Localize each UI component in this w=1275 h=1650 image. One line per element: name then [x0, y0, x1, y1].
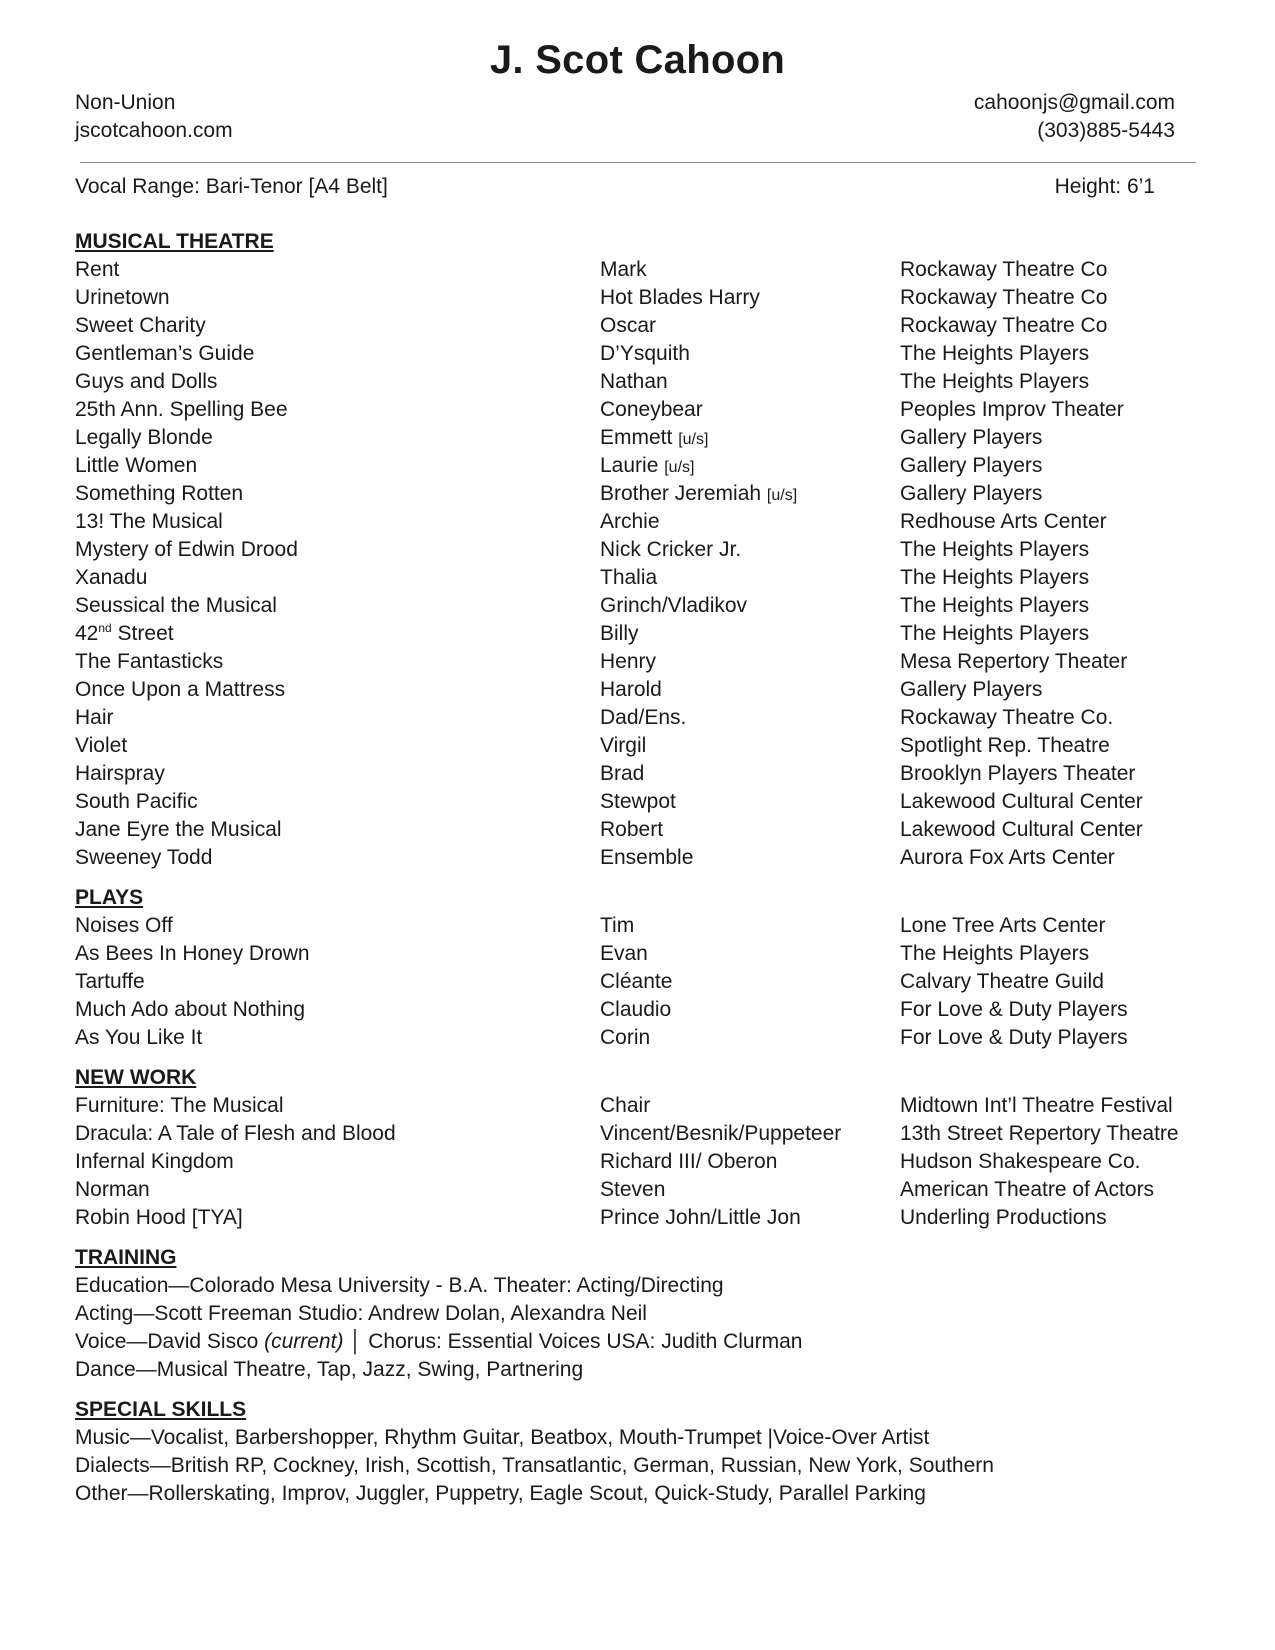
- role: Dad/Ens.: [600, 706, 687, 729]
- company: Underling Productions: [900, 1206, 1107, 1229]
- company: For Love & Duty Players: [900, 1026, 1128, 1049]
- company: The Heights Players: [900, 594, 1090, 617]
- role: Brother Jeremiah: [600, 482, 762, 505]
- company: The Heights Players: [900, 622, 1090, 645]
- credit-row: [75, 620, 1205, 648]
- show-title: Infernal Kingdom: [75, 1150, 234, 1173]
- company: Gallery Players: [900, 426, 1043, 449]
- show-title: Violet: [75, 734, 128, 757]
- voice-teacher: Voice—David Sisco: [75, 1330, 265, 1353]
- credit-row: [75, 340, 1205, 368]
- role: Henry: [600, 650, 657, 673]
- role: Vincent/Besnik/Puppeteer: [600, 1122, 842, 1145]
- role: Thalia: [600, 566, 658, 589]
- company: Redhouse Arts Center: [900, 510, 1107, 533]
- section-title: SPECIAL SKILLS: [75, 1398, 247, 1421]
- role-cell: [600, 424, 900, 452]
- credit-row: [75, 1176, 1205, 1204]
- company: Gallery Players: [900, 454, 1043, 477]
- show-title-rest: Street: [111, 622, 174, 645]
- credit-row: [75, 996, 1205, 1024]
- company: Peoples Improv Theater: [900, 398, 1124, 421]
- show-title: Urinetown: [75, 286, 170, 309]
- show-title: Noises Off: [75, 914, 173, 937]
- credit-row: [75, 1024, 1205, 1052]
- credit-row: [75, 676, 1205, 704]
- role: Steven: [600, 1178, 666, 1201]
- company: Midtown Int’l Theatre Festival: [900, 1094, 1173, 1117]
- contact-left: [75, 89, 233, 145]
- show-title: Dracula: A Tale of Flesh and Blood: [75, 1122, 396, 1145]
- ordinal-suffix: nd: [98, 621, 112, 635]
- skills-music: Music—Vocalist, Barbershopper, Rhythm Guitar, Beatbox, Mouth-Trumpet |Voice-Over Artist: [75, 1426, 930, 1449]
- company: Hudson Shakespeare Co.: [900, 1150, 1141, 1173]
- section-new-work: [75, 1064, 1205, 1232]
- credit-row: [75, 788, 1205, 816]
- role: Tim: [600, 914, 635, 937]
- show-title: 13! The Musical: [75, 510, 223, 533]
- show-title: Much Ado about Nothing: [75, 998, 305, 1021]
- company: Lakewood Cultural Center: [900, 818, 1143, 841]
- show-title: Xanadu: [75, 566, 148, 589]
- credit-row: [75, 1204, 1205, 1232]
- company: The Heights Players: [900, 566, 1090, 589]
- skills-dialects: Dialects—British RP, Cockney, Irish, Scottish, Transatlantic, German, Russian, New York, Southern: [75, 1454, 994, 1477]
- role: Evan: [600, 942, 648, 965]
- credit-row: [75, 256, 1205, 284]
- company: Aurora Fox Arts Center: [900, 846, 1115, 869]
- section-title: NEW WORK: [75, 1066, 197, 1089]
- show-title: South Pacific: [75, 790, 198, 813]
- training-education: Education—Colorado Mesa University - B.A. Theater: Acting/Directing: [75, 1274, 724, 1297]
- role: Harold: [600, 678, 662, 701]
- show-title: Tartuffe: [75, 970, 145, 993]
- show-title: Jane Eyre the Musical: [75, 818, 282, 841]
- company: The Heights Players: [900, 342, 1090, 365]
- show-title: Rent: [75, 258, 120, 281]
- company: Rockaway Theatre Co: [900, 314, 1108, 337]
- credit-row: [75, 912, 1205, 940]
- company: Spotlight Rep. Theatre: [900, 734, 1110, 757]
- credit-row: [75, 396, 1205, 424]
- section-training: [75, 1244, 1205, 1384]
- credit-row: [75, 1148, 1205, 1176]
- role: Hot Blades Harry: [600, 286, 760, 309]
- credit-row: [75, 1120, 1205, 1148]
- credit-row: [75, 536, 1205, 564]
- section-gap: [75, 1232, 1205, 1244]
- training-dance: Dance—Musical Theatre, Tap, Jazz, Swing, Partnering: [75, 1358, 584, 1381]
- credit-row: [75, 312, 1205, 340]
- company: Gallery Players: [900, 482, 1043, 505]
- role: Ensemble: [600, 846, 694, 869]
- vocal-range: Vocal Range: Bari-Tenor [A4 Belt]: [75, 175, 388, 198]
- role: D’Ysquith: [600, 342, 690, 365]
- section-title: MUSICAL THEATRE: [75, 230, 274, 253]
- show-title: Hairspray: [75, 762, 165, 785]
- role: Emmett: [600, 426, 673, 449]
- company: For Love & Duty Players: [900, 998, 1128, 1021]
- show-title: Sweeney Todd: [75, 846, 213, 869]
- company: 13th Street Repertory Theatre: [900, 1122, 1179, 1145]
- company: Calvary Theatre Guild: [900, 970, 1104, 993]
- credit-row: [75, 704, 1205, 732]
- role: Archie: [600, 510, 660, 533]
- understudy-note: [u/s]: [664, 459, 695, 476]
- role: Billy: [600, 622, 639, 645]
- show-title: 25th Ann. Spelling Bee: [75, 398, 288, 421]
- training-voice: [75, 1328, 1205, 1356]
- role: Oscar: [600, 314, 657, 337]
- show-title: Mystery of Edwin Drood: [75, 538, 298, 561]
- role-cell: [600, 480, 900, 508]
- email-link[interactable]: cahoonjs@gmail.com: [973, 91, 1175, 114]
- credit-row: [75, 940, 1205, 968]
- credit-row: [75, 648, 1205, 676]
- credit-row: [75, 760, 1205, 788]
- section-special-skills: [75, 1396, 1205, 1508]
- show-title: As Bees In Honey Drown: [75, 942, 310, 965]
- credit-row: [75, 968, 1205, 996]
- credit-row: [75, 732, 1205, 760]
- company: Rockaway Theatre Co: [900, 258, 1108, 281]
- credit-row: [75, 452, 1205, 480]
- show-title: Something Rotten: [75, 482, 244, 505]
- credit-row: [75, 508, 1205, 536]
- show-title: Robin Hood [TYA]: [75, 1206, 243, 1229]
- role: Robert: [600, 818, 664, 841]
- role: Coneybear: [600, 398, 703, 421]
- credit-row: [75, 1092, 1205, 1120]
- role: Chair: [600, 1094, 651, 1117]
- credit-row: [75, 816, 1205, 844]
- credit-row: [75, 480, 1205, 508]
- show-title: Once Upon a Mattress: [75, 678, 286, 701]
- role-cell: [600, 452, 900, 480]
- show-title: Little Women: [75, 454, 198, 477]
- show-title: Sweet Charity: [75, 314, 206, 337]
- role: Nathan: [600, 370, 668, 393]
- company: The Heights Players: [900, 942, 1090, 965]
- role: Cléante: [600, 970, 673, 993]
- role: Claudio: [600, 998, 672, 1021]
- role: Nick Cricker Jr.: [600, 538, 742, 561]
- union-status: Non-Union: [75, 91, 176, 114]
- section-title: PLAYS: [75, 886, 144, 909]
- section-gap: [75, 872, 1205, 884]
- company: Lone Tree Arts Center: [900, 914, 1106, 937]
- company: Gallery Players: [900, 678, 1043, 701]
- role: Laurie: [600, 454, 659, 477]
- understudy-note: [u/s]: [766, 487, 798, 504]
- resume-body: [75, 228, 1205, 1508]
- section-title: TRAINING: [75, 1246, 177, 1269]
- show-title: [75, 620, 600, 648]
- height: Height: 6’1: [1054, 175, 1155, 198]
- role: Stewpot: [600, 790, 676, 813]
- show-title: Legally Blonde: [75, 426, 213, 449]
- company: Brooklyn Players Theater: [900, 762, 1136, 785]
- section-gap: [75, 1384, 1205, 1396]
- show-title: Seussical the Musical: [75, 594, 277, 617]
- company: Rockaway Theatre Co.: [900, 706, 1114, 729]
- company: Mesa Repertory Theater: [900, 650, 1128, 673]
- role: Virgil: [600, 734, 647, 757]
- role: Mark: [600, 258, 647, 281]
- phone-number: (303)885-5443: [1037, 119, 1175, 142]
- company: Rockaway Theatre Co: [900, 286, 1108, 309]
- company: American Theatre of Actors: [900, 1178, 1155, 1201]
- role: Corin: [600, 1026, 651, 1049]
- show-title: Guys and Dolls: [75, 370, 218, 393]
- section-plays: [75, 884, 1205, 1052]
- role: Brad: [600, 762, 645, 785]
- credit-row: [75, 368, 1205, 396]
- company: The Heights Players: [900, 538, 1090, 561]
- role: Richard III/ Oberon: [600, 1150, 778, 1173]
- company: Lakewood Cultural Center: [900, 790, 1143, 813]
- voice-chorus: │ Chorus: Essential Voices USA: Judith Clurman: [343, 1330, 803, 1353]
- understudy-note: [u/s]: [678, 431, 709, 448]
- training-acting: Acting—Scott Freeman Studio: Andrew Dolan, Alexandra Neil: [75, 1302, 647, 1325]
- show-title: Norman: [75, 1178, 150, 1201]
- credit-row: [75, 284, 1205, 312]
- credit-row: [75, 564, 1205, 592]
- show-title-number: 42: [75, 622, 99, 645]
- voice-current-note: (current): [264, 1330, 344, 1353]
- header-divider: [80, 162, 1196, 163]
- show-title: Hair: [75, 706, 114, 729]
- resume-name: J. Scot Cahoon: [489, 38, 786, 82]
- company: The Heights Players: [900, 370, 1090, 393]
- show-title: As You Like It: [75, 1026, 203, 1049]
- section-gap: [75, 1052, 1205, 1064]
- contact-right: [974, 89, 1175, 145]
- website-link[interactable]: jscotcahoon.com: [75, 119, 233, 142]
- role: Prince John/Little Jon: [600, 1206, 801, 1229]
- credit-row: [75, 844, 1205, 872]
- skills-other: Other—Rollerskating, Improv, Juggler, Puppetry, Eagle Scout, Quick-Study, Parallel Parking: [75, 1482, 926, 1505]
- role: Grinch/Vladikov: [600, 594, 748, 617]
- credit-row: [75, 592, 1205, 620]
- show-title: Furniture: The Musical: [75, 1094, 284, 1117]
- credit-row: [75, 424, 1205, 452]
- show-title: Gentleman’s Guide: [75, 342, 255, 365]
- section-musical-theatre: [75, 228, 1205, 872]
- show-title: The Fantasticks: [75, 650, 224, 673]
